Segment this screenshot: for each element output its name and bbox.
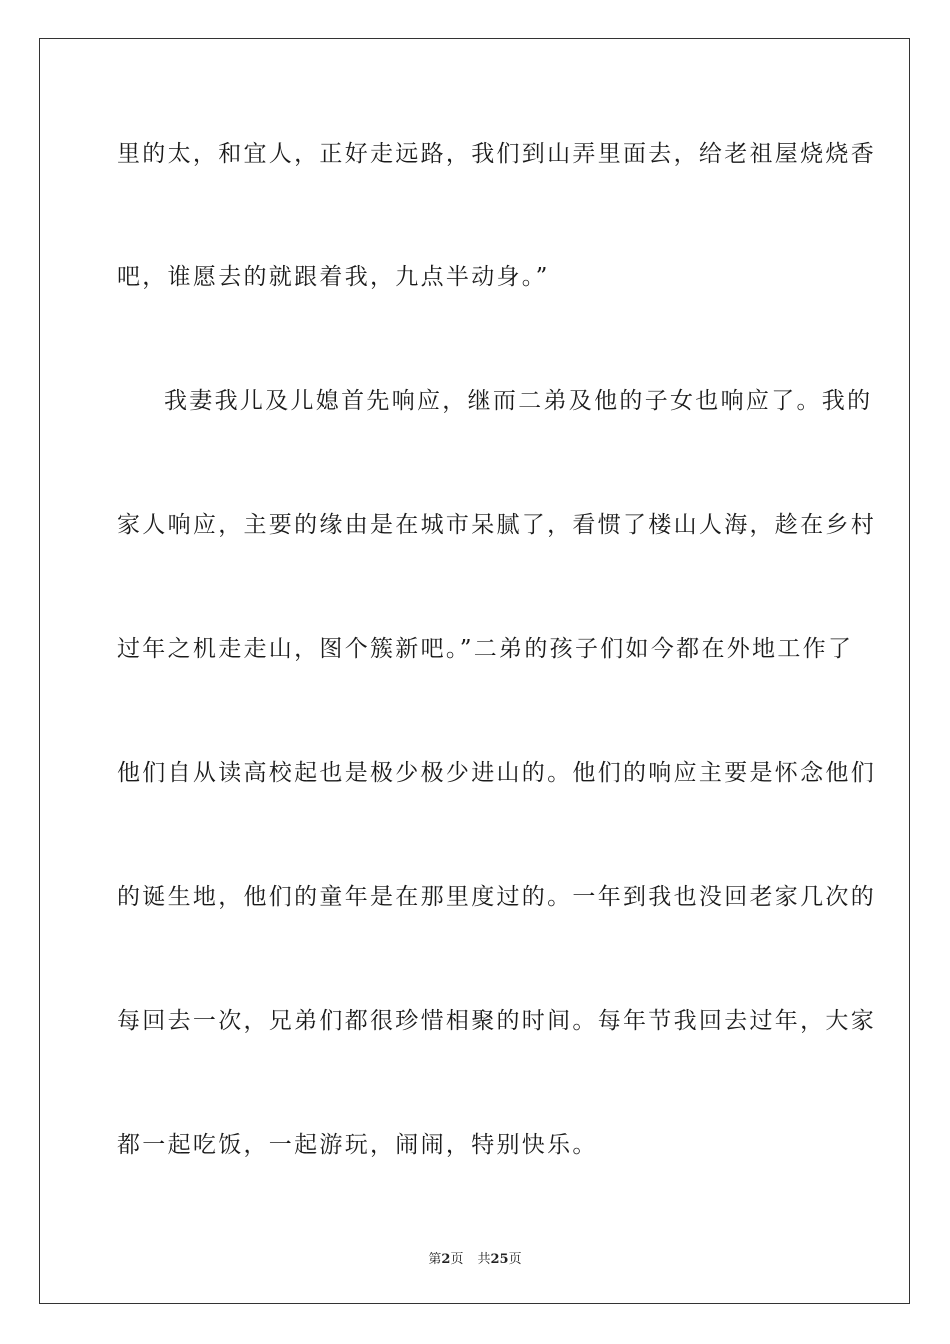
page-prefix: 第 — [428, 1252, 442, 1267]
text-line-9: 都一起吃饭，一起游玩，闹闹，特别快乐。 — [117, 1132, 598, 1158]
text-line-8: 每回去一次，兄弟们都很珍惜相聚的时间。每年节我回去过年，大家 — [117, 1008, 876, 1034]
text-line-1: 里的太，和宜人，正好走远路，我们到山弄里面去，给老祖屋烧烧香 — [117, 141, 876, 167]
page-border — [39, 38, 910, 1304]
page-number: 2 — [441, 1252, 451, 1267]
text-line-6: 他们自从读高校起也是极少极少进山的。他们的响应主要是怀念他们 — [117, 760, 876, 786]
text-line-3: 我妻我儿及儿媳首先响应，继而二弟及他的子女也响应了。我的 — [164, 388, 873, 414]
text-line-7: 的诞生地，他们的童年是在那里度过的。一年到我也没回老家几次的 — [117, 884, 876, 910]
page-footer — [0, 1248, 950, 1267]
total-pages: 25 — [490, 1252, 509, 1267]
text-line-4: 家人响应，主要的缘由是在城市呆腻了，看惯了楼山人海，趁在乡村 — [117, 512, 876, 538]
total-suffix: 页 — [508, 1252, 522, 1267]
text-line-2: 吧，谁愿去的就跟着我，九点半动身。” — [117, 264, 550, 290]
text-line-5: 过年之机走走山，图个簇新吧。”二弟的孩子们如今都在外地工作了 — [117, 636, 854, 662]
page-suffix: 页 — [450, 1252, 464, 1267]
total-prefix: 共 — [477, 1252, 491, 1267]
